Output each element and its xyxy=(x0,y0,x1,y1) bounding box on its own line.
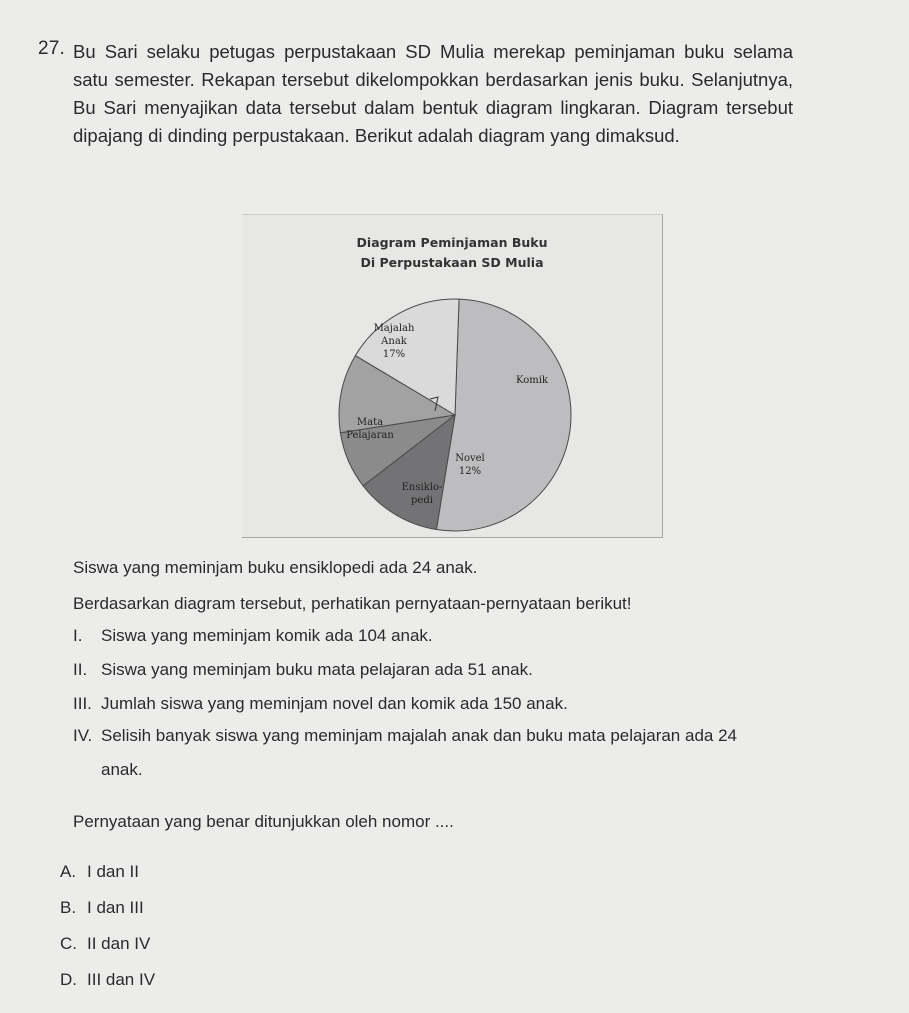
option-c-text[interactable]: II dan IV xyxy=(87,934,151,953)
question-number: 27. xyxy=(38,38,66,59)
question-intro: Bu Sari selaku petugas perpustakaan SD Mulia merekap peminjaman buku selama satu semester. Rekapan tersebut dikelompokkan berdasarkan jenis buku. Selanjutnya, Bu Sari menyajikan data tersebut dalam bentuk diagram lingkaran. Diagram tersebut dipajang di dinding perpustakaan. Berikut adalah diagram yang dimaksud. xyxy=(73,41,793,146)
statement-1-text: Siswa yang meminjam komik ada 104 anak. xyxy=(101,626,433,645)
statement-2-number: II. xyxy=(73,660,88,679)
option-a-text[interactable]: I dan II xyxy=(87,862,139,881)
statement-3-number: III. xyxy=(73,694,92,713)
pie-chart-frame xyxy=(242,214,663,538)
statement-1-number: I. xyxy=(73,626,83,645)
pie-label-line: Majalah xyxy=(373,323,415,334)
chart-title-line1: Diagram Peminjaman Buku xyxy=(356,235,548,250)
option-d-letter[interactable]: D. xyxy=(60,970,77,989)
chart-title-line2: Di Perpustakaan SD Mulia xyxy=(360,255,544,270)
option-d-text[interactable]: III dan IV xyxy=(87,970,156,989)
instruction-text: Berdasarkan diagram tersebut, perhatikan pernyataan-pernyataan berikut! xyxy=(73,594,632,613)
statement-4-text-cont: anak. xyxy=(101,760,143,779)
pie-label-line: 12% xyxy=(458,466,482,477)
info-text: Siswa yang meminjam buku ensiklopedi ada 24 anak. xyxy=(73,558,478,577)
option-b-letter[interactable]: B. xyxy=(60,898,77,917)
pie-label-komik xyxy=(516,375,549,386)
pie-label-line: 17% xyxy=(382,349,406,360)
pie-chart xyxy=(242,215,662,537)
statement-2-text: Siswa yang meminjam buku mata pelajaran ada 51 anak. xyxy=(101,660,533,679)
pie-label-line: Mata xyxy=(356,417,384,428)
pie-label-line: Novel xyxy=(455,453,485,464)
option-b-text[interactable]: I dan III xyxy=(87,898,144,917)
pie-label-line: Pelajaran xyxy=(346,430,394,441)
statement-4-text: Selisih banyak siswa yang meminjam majalah anak dan buku mata pelajaran ada 24 xyxy=(101,726,737,745)
option-c-letter[interactable]: C. xyxy=(60,934,77,953)
pie-label-line: pedi xyxy=(411,495,433,506)
statement-4-number: IV. xyxy=(73,726,93,745)
statement-3-text: Jumlah siswa yang meminjam novel dan komik ada 150 anak. xyxy=(101,694,568,713)
pie-label-line: Ensiklo- xyxy=(401,482,443,493)
question-prompt: Pernyataan yang benar ditunjukkan oleh nomor .... xyxy=(73,812,454,831)
pie-label-line: Anak xyxy=(381,336,407,347)
pie-label-line: Komik xyxy=(516,375,548,386)
option-a-letter[interactable]: A. xyxy=(60,862,77,881)
